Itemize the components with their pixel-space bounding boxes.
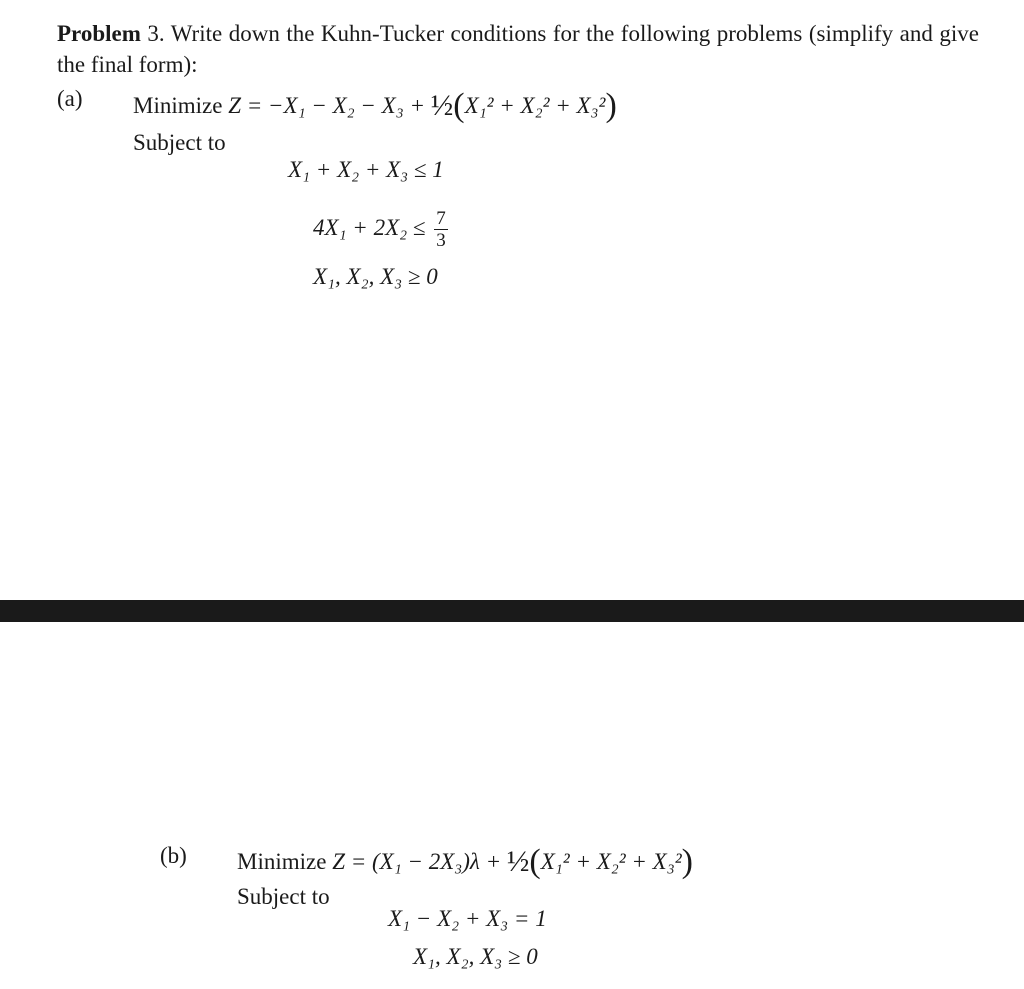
fraction-numerator: 7 — [436, 208, 446, 229]
part-b-minimize-word: Minimize — [237, 849, 327, 874]
part-a-objective-linear: = −X₁ − X₂ − X₃ + — [246, 93, 425, 118]
part-b-half: ½ — [506, 845, 530, 878]
problem-heading — [57, 18, 979, 80]
part-b-subject-to: Subject to — [237, 884, 330, 909]
part-a-label: (a) — [57, 86, 83, 111]
divider-bar — [0, 600, 1024, 622]
problem-label: Problem — [57, 21, 141, 46]
part-a-objective: Minimize Z = −X₁ − X₂ − X₃ + ½(X₁² + X₂² + X₃²) — [133, 87, 617, 124]
part-a-constraint-1: X₁ + X₂ + X₃ ≤ 1 — [288, 157, 444, 182]
part-a-objective-lhs: Z — [228, 93, 241, 118]
part-b-objective-linear: = (X₁ − 2X₃)λ + — [350, 849, 502, 874]
part-b-constraint-2: X₁, X₂, X₃ ≥ 0 — [413, 944, 538, 969]
part-a-constraint-3: X₁, X₂, X₃ ≥ 0 — [313, 264, 438, 289]
problem-number: 3. — [147, 21, 165, 46]
fraction-denominator: 3 — [436, 230, 446, 251]
part-a-half: ½ — [430, 89, 454, 122]
part-a-objective-quadratic: X₁² + X₂² + X₃² — [464, 93, 606, 118]
part-b-objective-quadratic: X₁² + X₂² + X₃² — [540, 849, 682, 874]
part-a-constraint-2 — [313, 208, 448, 251]
part-a-subject-to: Subject to — [133, 130, 226, 155]
part-b-objective-lhs: Z — [332, 849, 345, 874]
part-a-constraint-2-lhs: 4X₁ + 2X₂ ≤ — [313, 214, 426, 240]
part-b-objective: Minimize Z = (X₁ − 2X₃)λ + ½(X₁² + X₂² + X₃²) — [237, 843, 693, 880]
part-b-label: (b) — [160, 843, 187, 868]
part-a-minimize-word: Minimize — [133, 93, 223, 118]
part-a-constraint-2-fraction — [434, 208, 448, 251]
part-b-constraint-1: X₁ − X₂ + X₃ = 1 — [388, 906, 547, 931]
problem-instructions: Write down the Kuhn-Tucker conditions for the following problems (simplify and give the final form): — [57, 21, 979, 77]
